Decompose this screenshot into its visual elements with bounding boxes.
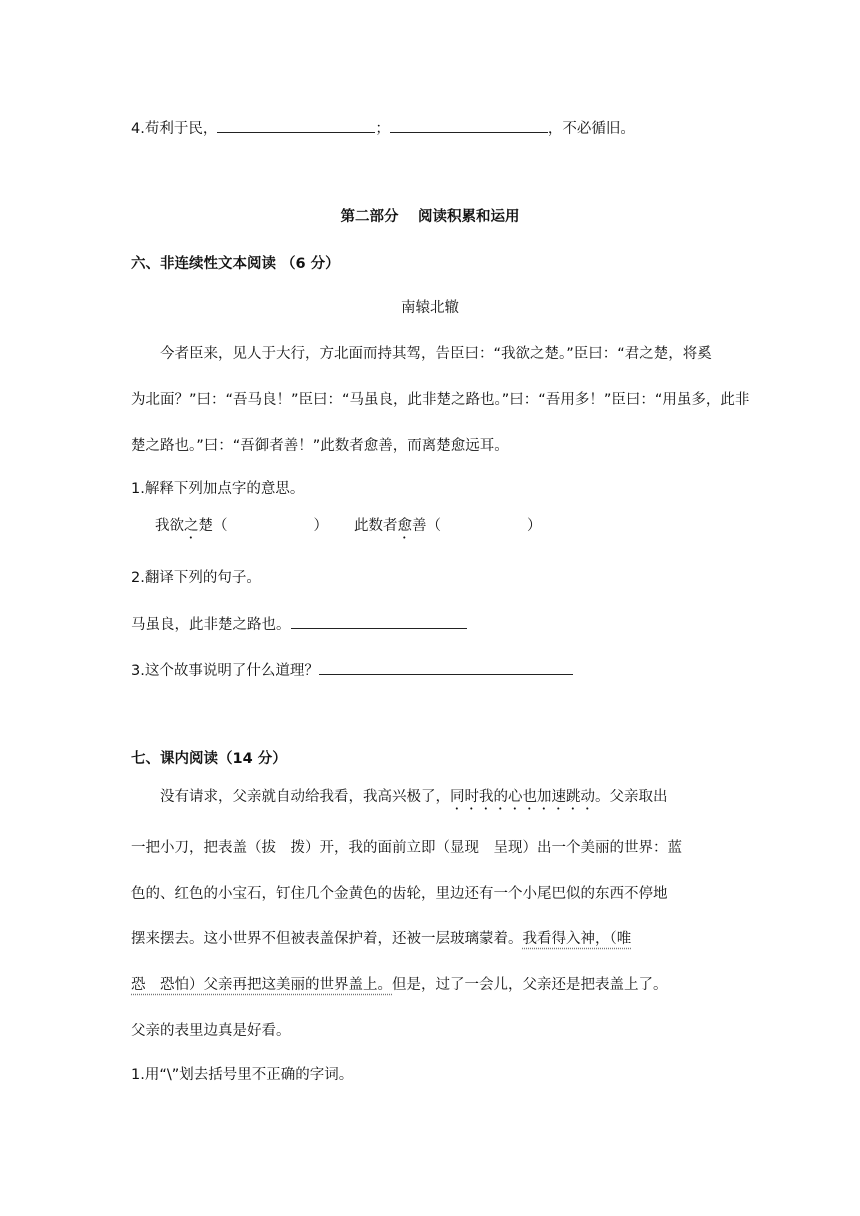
passage-line-1-c: 。父亲取出 xyxy=(595,789,668,805)
q6-2-sentence: 马虽良，此非楚之路也。 xyxy=(131,617,291,633)
q6-2-answer-blank[interactable] xyxy=(291,614,467,629)
q6-1-items xyxy=(155,516,542,542)
q6-1-label: 1.解释下列加点字的意思。 xyxy=(131,481,305,497)
passage-line-1-a: 没有请求，父亲就自动给我看，我高兴极了， xyxy=(160,789,450,805)
story-line-3: 楚之路也。”曰：“吾御者善！”此数者愈善，而离楚愈远耳。 xyxy=(131,438,509,454)
section-seven-heading: 七、课内阅读（14 分） xyxy=(131,751,287,767)
section-six-heading: 六、非连续性文本阅读 （6 分） xyxy=(131,256,340,272)
passage-underlined-sentence-start: 我看得入神，（唯 xyxy=(522,931,632,947)
passage-line-6: 父亲的表里边真是好看。 xyxy=(131,1023,291,1039)
fill-in-question-4 xyxy=(131,118,635,139)
q4-blank-2[interactable] xyxy=(390,118,548,133)
q6-1-item1-close: ） xyxy=(313,518,328,534)
q6-3-line xyxy=(131,660,573,681)
part-two-title: 第二部分 阅读积累和运用 xyxy=(340,209,520,225)
passage-line-5 xyxy=(131,975,668,995)
q4-prefix: 4.苟利于民， xyxy=(131,121,218,137)
q6-1-item1-dotted-char: 之 xyxy=(184,518,199,534)
q4-separator: ； xyxy=(375,121,390,137)
q6-3-answer-blank[interactable] xyxy=(319,660,573,675)
q6-1-item2-post: 善（ xyxy=(412,518,441,534)
q6-3-label: 3.这个故事说明了什么道理？ xyxy=(131,663,319,679)
q6-1-item2-pre: 此数者 xyxy=(354,518,398,534)
passage-line-4-a: 摆来摆去。这小世界不但被表盖保护着，还被一层玻璃蒙着。 xyxy=(131,931,523,947)
q6-1-item2-close: ） xyxy=(527,518,542,534)
q6-2-sentence-line xyxy=(131,614,467,635)
story-line-2: 为北面？”曰：“吾马良！”臣曰：“马虽良，此非楚之路也。”曰：“吾用多！”臣曰：“用虽多，此非 xyxy=(131,392,750,408)
passage-line-2: 一把小刀，把表盖（拔 拨）开，我的面前立即（显现 呈现）出一个美丽的世界：蓝 xyxy=(131,840,682,856)
q7-1-label: 1.用“\”划去括号里不正确的字词。 xyxy=(131,1067,354,1083)
passage-line-4 xyxy=(131,929,631,949)
q6-2-label: 2.翻译下列的句子。 xyxy=(131,570,261,586)
passage-line-1 xyxy=(160,787,668,813)
q4-suffix: ，不必循旧。 xyxy=(547,121,635,137)
q6-1-item1-post: 楚（ xyxy=(198,518,228,534)
passage-dotted-phrase: 同时我的心也加速跳动 xyxy=(450,789,595,805)
q4-blank-1[interactable] xyxy=(217,118,375,133)
passage-line-3: 色的、红色的小宝石，钉住几个金黄色的齿轮，里边还有一个小尾巴似的东西不停地 xyxy=(131,886,668,902)
q6-1-item1-pre: 我欲 xyxy=(155,518,184,534)
passage-line-5-b: 但是，过了一会儿，父亲还是把表盖上了。 xyxy=(392,977,668,993)
story-line-1: 今者臣来，见人于大行，方北面而持其驾，告臣曰：“我欲之楚。”臣曰：“君之楚，将奚 xyxy=(160,346,712,362)
story-title: 南辕北辙 xyxy=(401,300,459,316)
passage-underlined-sentence-end: 恐 恐怕）父亲再把这美丽的世界盖上。 xyxy=(131,977,392,993)
q6-1-item2-dotted-char: 愈 xyxy=(397,518,412,534)
